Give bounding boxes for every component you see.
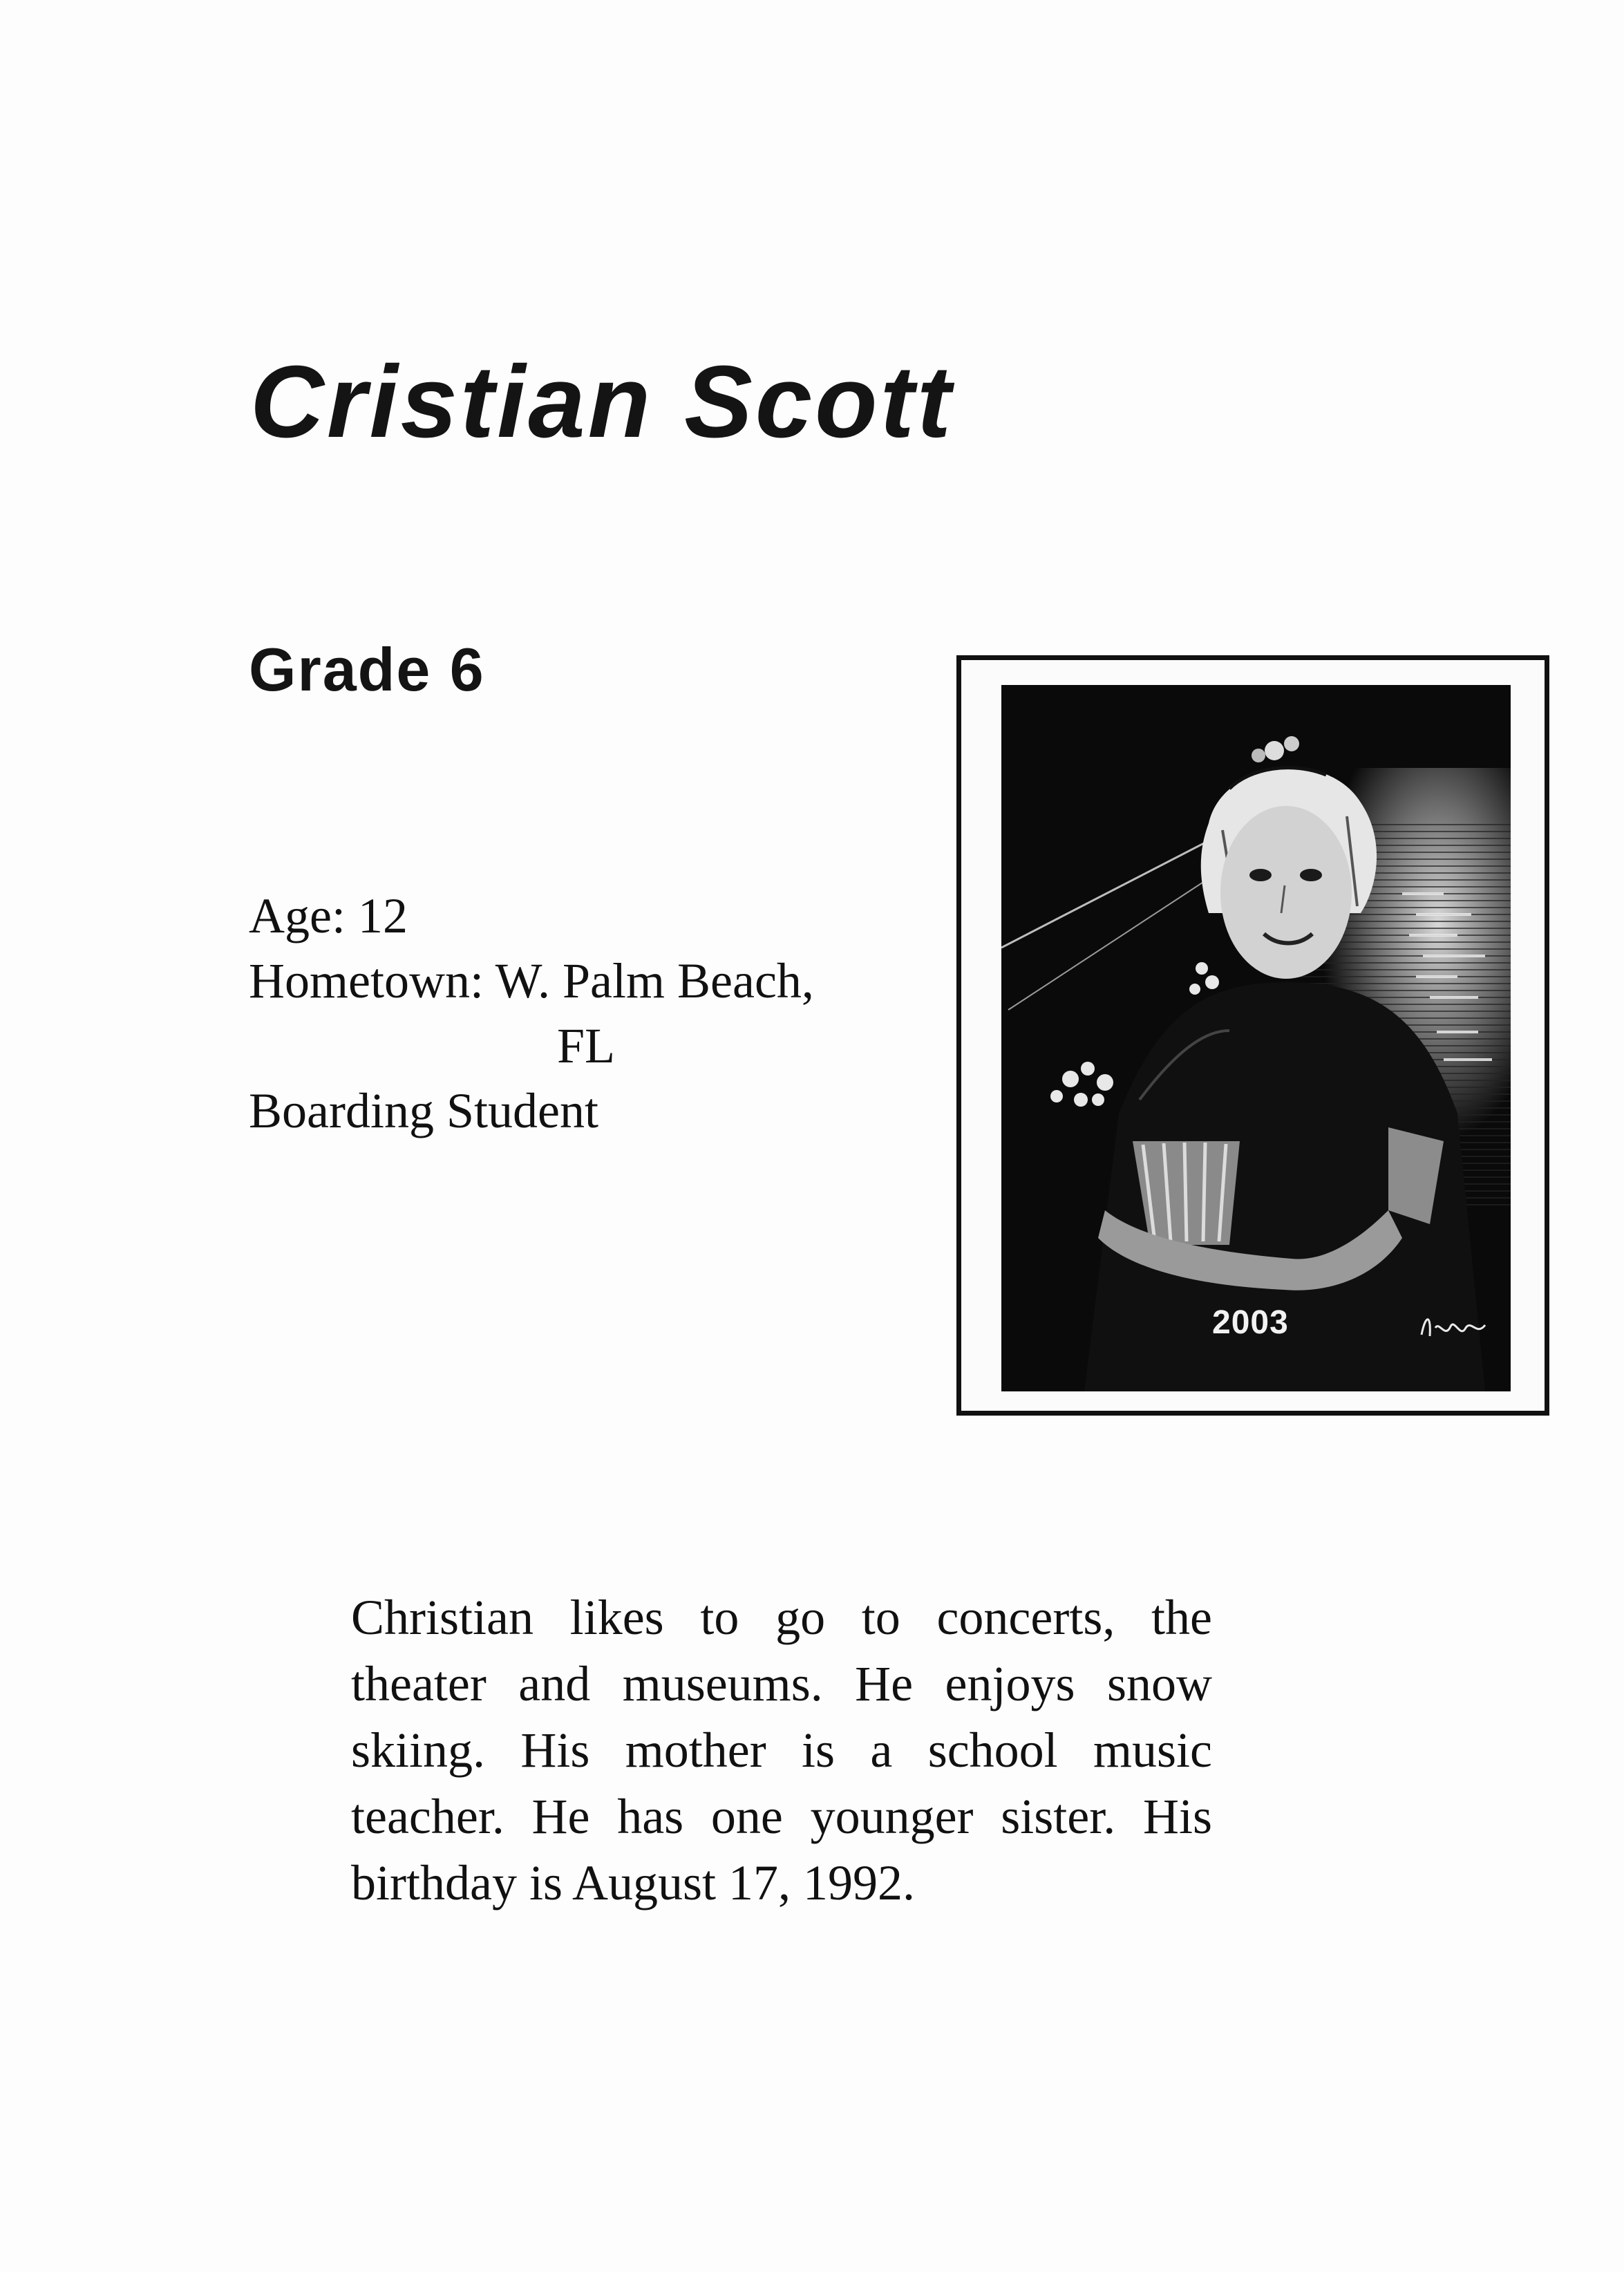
- boarding-status: Boarding Student: [249, 1083, 598, 1138]
- photo-year: 2003: [1212, 1304, 1289, 1341]
- student-facts: [249, 883, 814, 1143]
- portrait-photo: [1001, 685, 1511, 1391]
- artist-signature-icon: [1416, 1307, 1492, 1349]
- hometown-state: FL: [557, 1018, 616, 1073]
- portrait-illustration: [1001, 685, 1511, 1391]
- age-line: Age: 12: [249, 888, 408, 943]
- hometown-line: Hometown: W. Palm Beach,: [249, 953, 814, 1008]
- portrait-frame: [956, 655, 1549, 1416]
- student-name: Cristian Scott: [250, 345, 954, 459]
- student-bio: Christian likes to go to concerts, the theater and museums. He enjoys snow skiing. His mother is a school music teacher. He has one younger sister. His birthday is August 17, 1992.: [351, 1590, 1212, 1910]
- student-grade: Grade 6: [249, 635, 485, 704]
